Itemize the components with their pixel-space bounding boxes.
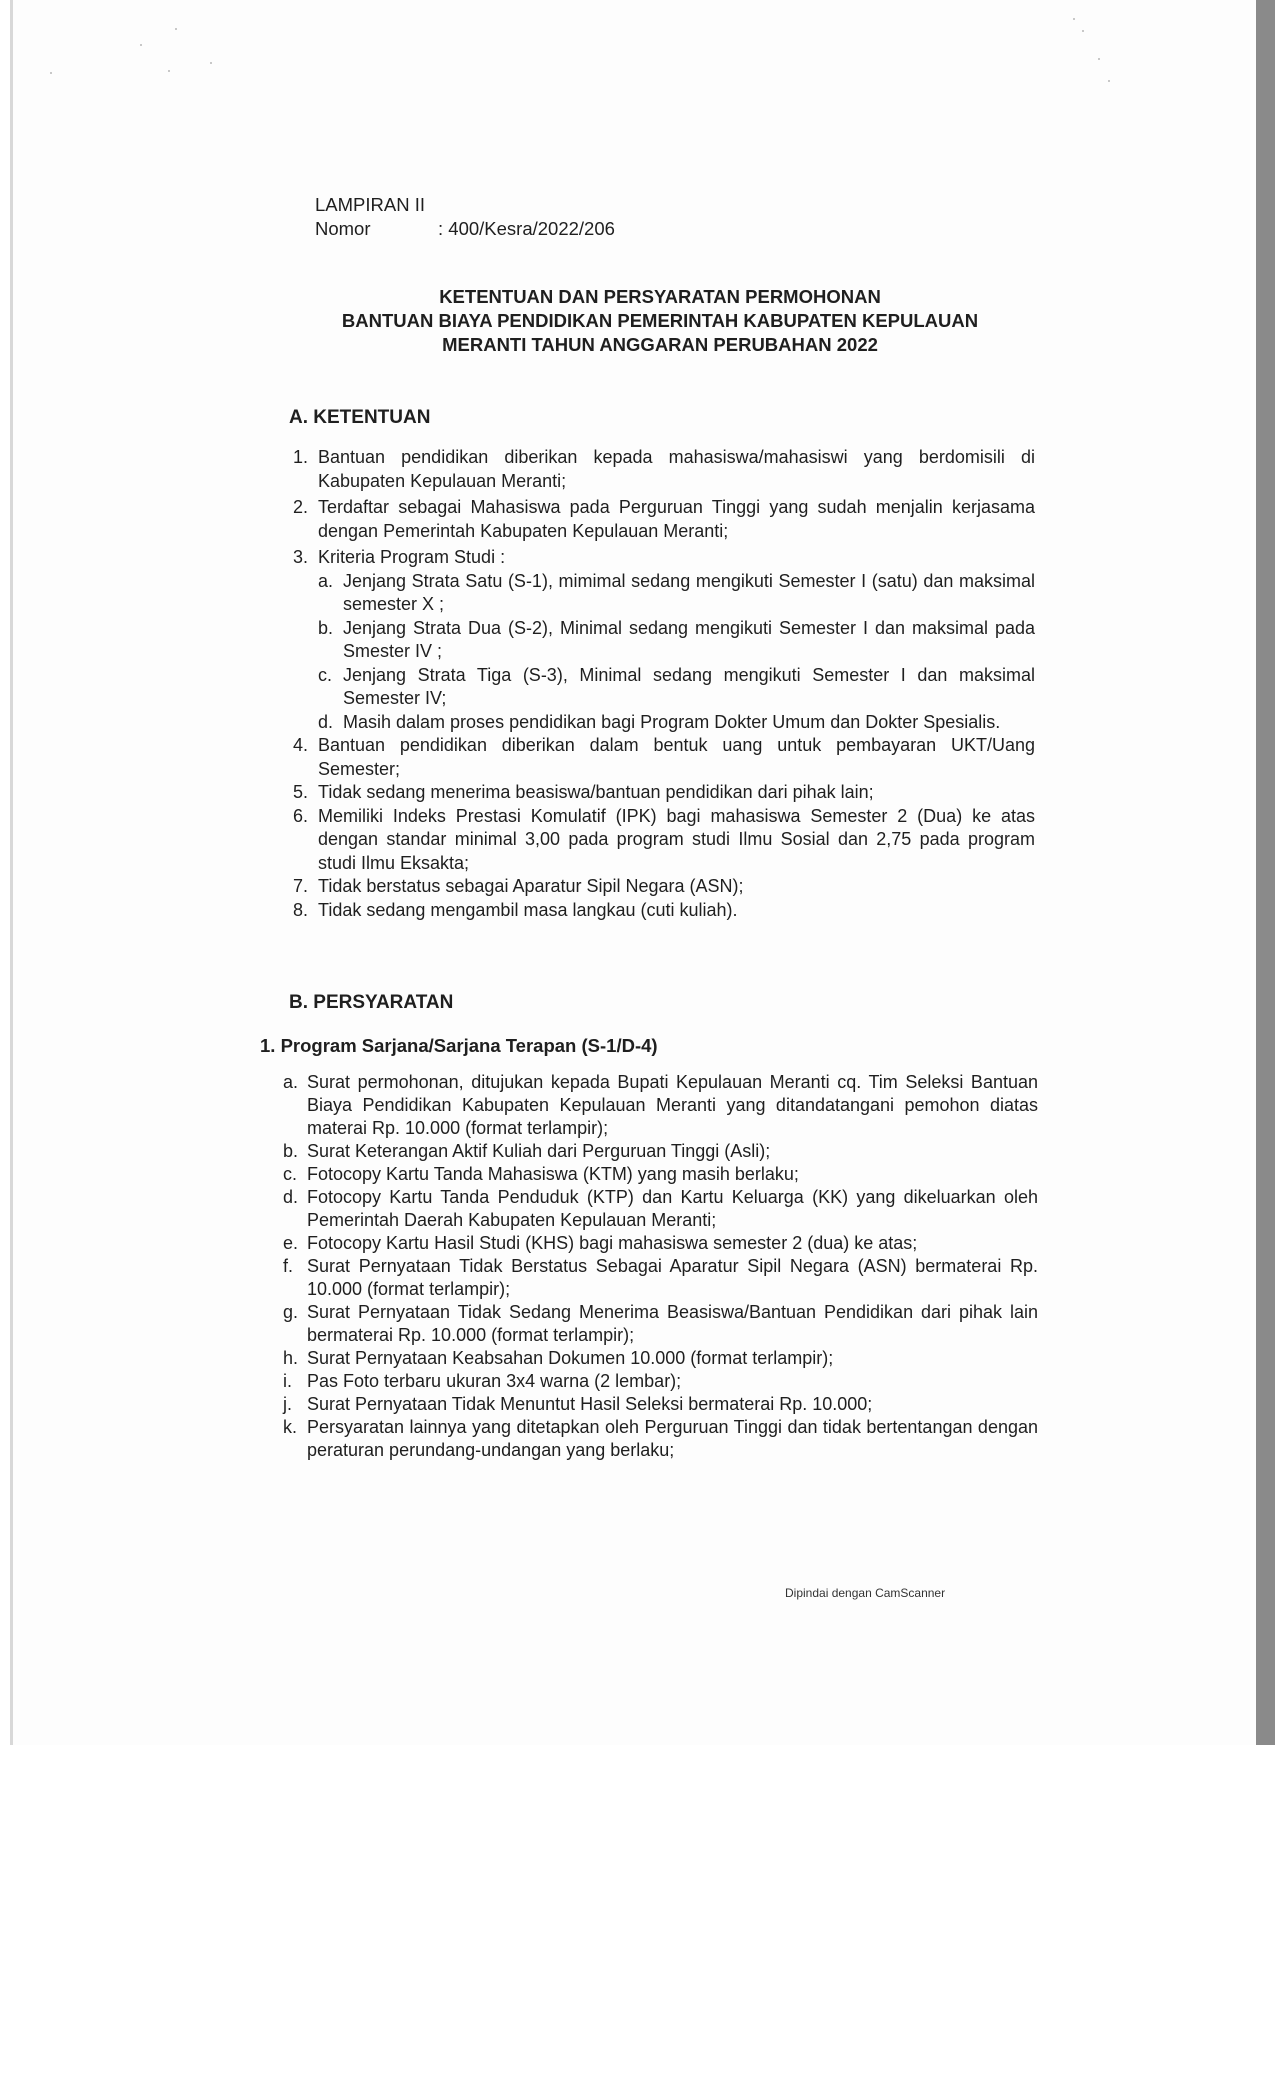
section-b-heading: B. PERSYARATAN — [289, 992, 454, 1013]
list-item — [293, 899, 1035, 923]
sub-item-text: Jenjang Strata Tiga (S-3), Minimal sedang mengikuti Semester I dan maksimal Semester IV; — [343, 664, 1035, 708]
document-header — [315, 193, 615, 241]
list-item — [293, 781, 1035, 805]
sub-item-letter: c. — [318, 664, 333, 685]
sub-item-letter: b. — [318, 617, 334, 638]
item-letter: c. — [283, 1164, 298, 1184]
item-letter: e. — [283, 1233, 299, 1253]
item-text: Fotocopy Kartu Tanda Mahasiswa (KTM) yang masih berlaku; — [307, 1164, 799, 1184]
item-letter: k. — [283, 1417, 298, 1437]
item-text: Tidak berstatus sebagai Aparatur Sipil Negara (ASN); — [318, 876, 744, 896]
blank-area — [0, 1745, 1275, 2100]
lampiran-label: LAMPIRAN II — [315, 194, 425, 215]
sub-item — [318, 617, 1035, 664]
nomor-label: Nomor — [315, 218, 371, 239]
item-number: 5. — [293, 782, 309, 802]
sub-item — [318, 570, 1035, 617]
item-letter: b. — [283, 1141, 299, 1161]
sub-item-text: Jenjang Strata Satu (S-1), mimimal sedang mengikuti Semester I (satu) dan maksimal semester X ; — [343, 570, 1035, 614]
item-text: Surat Pernyataan Keabsahan Dokumen 10.000 (format terlampir); — [307, 1348, 834, 1368]
list-item — [283, 1255, 1038, 1301]
list-item — [293, 734, 1035, 781]
item-text: Persyaratan lainnya yang ditetapkan oleh Perguruan Tinggi dan tidak bertentangan dengan peraturan perundang-undangan yang berlaku; — [307, 1417, 1038, 1460]
list-item — [283, 1347, 1038, 1370]
camscanner-watermark: Dipindai dengan CamScanner — [785, 1586, 946, 1600]
list-item — [283, 1393, 1038, 1416]
item-text: Fotocopy Kartu Tanda Penduduk (KTP) dan Kartu Keluarga (KK) yang dikeluarkan oleh Pemerintah Daerah Kabupaten Kepulauan Meranti; — [307, 1187, 1038, 1230]
list-item — [283, 1370, 1038, 1393]
sub-item-letter: a. — [318, 570, 334, 591]
list-item — [283, 1140, 1038, 1163]
ketentuan-list — [293, 446, 1035, 922]
list-item — [293, 875, 1035, 899]
item-letter: a. — [283, 1072, 299, 1092]
document-title — [270, 285, 1050, 357]
item-text: Surat Keterangan Aktif Kuliah dari Perguruan Tinggi (Asli); — [307, 1141, 771, 1161]
item-letter: g. — [283, 1302, 299, 1322]
item-letter: j. — [283, 1394, 292, 1414]
list-item — [283, 1301, 1038, 1347]
item-letter: d. — [283, 1187, 299, 1207]
list-item — [283, 1186, 1038, 1232]
kriteria-sublist — [293, 570, 1035, 735]
item-number: 7. — [293, 876, 309, 896]
sub-item-text: Masih dalam proses pendidikan bagi Program Dokter Umum dan Dokter Spesialis. — [343, 711, 1001, 732]
list-item — [293, 546, 1035, 570]
scan-speck — [1098, 58, 1100, 60]
item-number: 8. — [293, 899, 309, 920]
item-text: Bantuan pendidikan diberikan dalam bentuk uang untuk pembayaran UKT/Uang Semester; — [318, 735, 1035, 779]
item-text: Surat Pernyataan Tidak Berstatus Sebagai Aparatur Sipil Negara (ASN) bermaterai Rp. 10.000 (format terlampir); — [307, 1256, 1038, 1299]
title-line: BANTUAN BIAYA PENDIDIKAN PEMERINTAH KABUPATEN KEPULAUAN — [341, 310, 979, 331]
list-item — [283, 1071, 1038, 1140]
scan-speck — [168, 70, 170, 72]
list-item — [293, 446, 1035, 493]
section-a-heading: A. KETENTUAN — [289, 407, 431, 428]
scan-speck — [1082, 30, 1084, 32]
list-item — [283, 1232, 1038, 1255]
scan-speck — [1073, 18, 1075, 20]
scan-speck — [140, 44, 142, 46]
item-text: Surat Pernyataan Tidak Sedang Menerima Beasiswa/Bantuan Pendidikan dari pihak lain bermaterai Rp. 10.000 (format terlampir); — [307, 1302, 1038, 1345]
item-number: 2. — [293, 497, 309, 517]
list-item — [293, 496, 1035, 543]
item-number: 1. — [293, 447, 309, 467]
item-text: Surat Pernyataan Tidak Menuntut Hasil Seleksi bermaterai Rp. 10.000; — [307, 1394, 873, 1414]
scan-edge-border — [1256, 0, 1275, 1745]
program-heading: 1. Program Sarjana/Sarjana Terapan (S-1/D-4) — [260, 1035, 658, 1056]
sub-item-text: Jenjang Strata Dua (S-2), Minimal sedang mengikuti Semester I dan maksimal pada Smester IV ; — [343, 617, 1035, 661]
scan-speck — [1108, 80, 1110, 82]
item-text: Tidak sedang menerima beasiswa/bantuan pendidikan dari pihak lain; — [318, 782, 874, 802]
sub-item — [318, 664, 1035, 711]
list-item — [283, 1416, 1038, 1462]
item-text: Surat permohonan, ditujukan kepada Bupati Kepulauan Meranti cq. Tim Seleksi Bantuan Biaya Pendidikan Kabupaten Kepulauan Meranti yang ditandatangani pemohon diatas materai Rp. 10.000 (format terlampir); — [307, 1072, 1038, 1138]
scan-speck — [210, 62, 212, 64]
scan-speck — [50, 72, 52, 74]
item-text: Fotocopy Kartu Hasil Studi (KHS) bagi mahasiswa semester 2 (dua) ke atas; — [307, 1233, 918, 1253]
item-letter: f. — [283, 1256, 294, 1276]
scan-speck — [175, 28, 177, 30]
item-number: 3. — [293, 547, 309, 567]
item-letter: h. — [283, 1348, 299, 1368]
nomor-row — [315, 217, 615, 241]
sub-item — [318, 711, 1035, 735]
persyaratan-list — [283, 1071, 1038, 1462]
item-text: Kriteria Program Studi : — [318, 547, 506, 567]
sub-item-letter: d. — [318, 711, 334, 732]
list-item — [293, 805, 1035, 876]
item-number: 6. — [293, 805, 309, 826]
list-item — [283, 1163, 1038, 1186]
item-text: Memiliki Indeks Prestasi Komulatif (IPK) bagi mahasiswa Semester 2 (Dua) ke atas dengan standar minimal 3,00 pada program studi Ilmu Sosial dan 2,75 pada program studi Ilmu Eksakta; — [318, 805, 1035, 873]
item-letter: i. — [283, 1371, 292, 1391]
item-text: Terdaftar sebagai Mahasiswa pada Perguruan Tinggi yang sudah menjalin kerjasama dengan Pemerintah Kabupaten Kepulauan Meranti; — [318, 497, 1035, 541]
nomor-value: : 400/Kesra/2022/206 — [438, 218, 615, 239]
title-line: MERANTI TAHUN ANGGARAN PERUBAHAN 2022 — [442, 334, 878, 355]
item-text: Tidak sedang mengambil masa langkau (cuti kuliah). — [318, 899, 738, 920]
item-text: Pas Foto terbaru ukuran 3x4 warna (2 lembar); — [307, 1371, 682, 1391]
item-text: Bantuan pendidikan diberikan kepada mahasiswa/mahasiswi yang berdomisili di Kabupaten Kepulauan Meranti; — [318, 447, 1035, 491]
title-line: KETENTUAN DAN PERSYARATAN PERMOHONAN — [439, 286, 881, 307]
item-number: 4. — [293, 735, 309, 755]
